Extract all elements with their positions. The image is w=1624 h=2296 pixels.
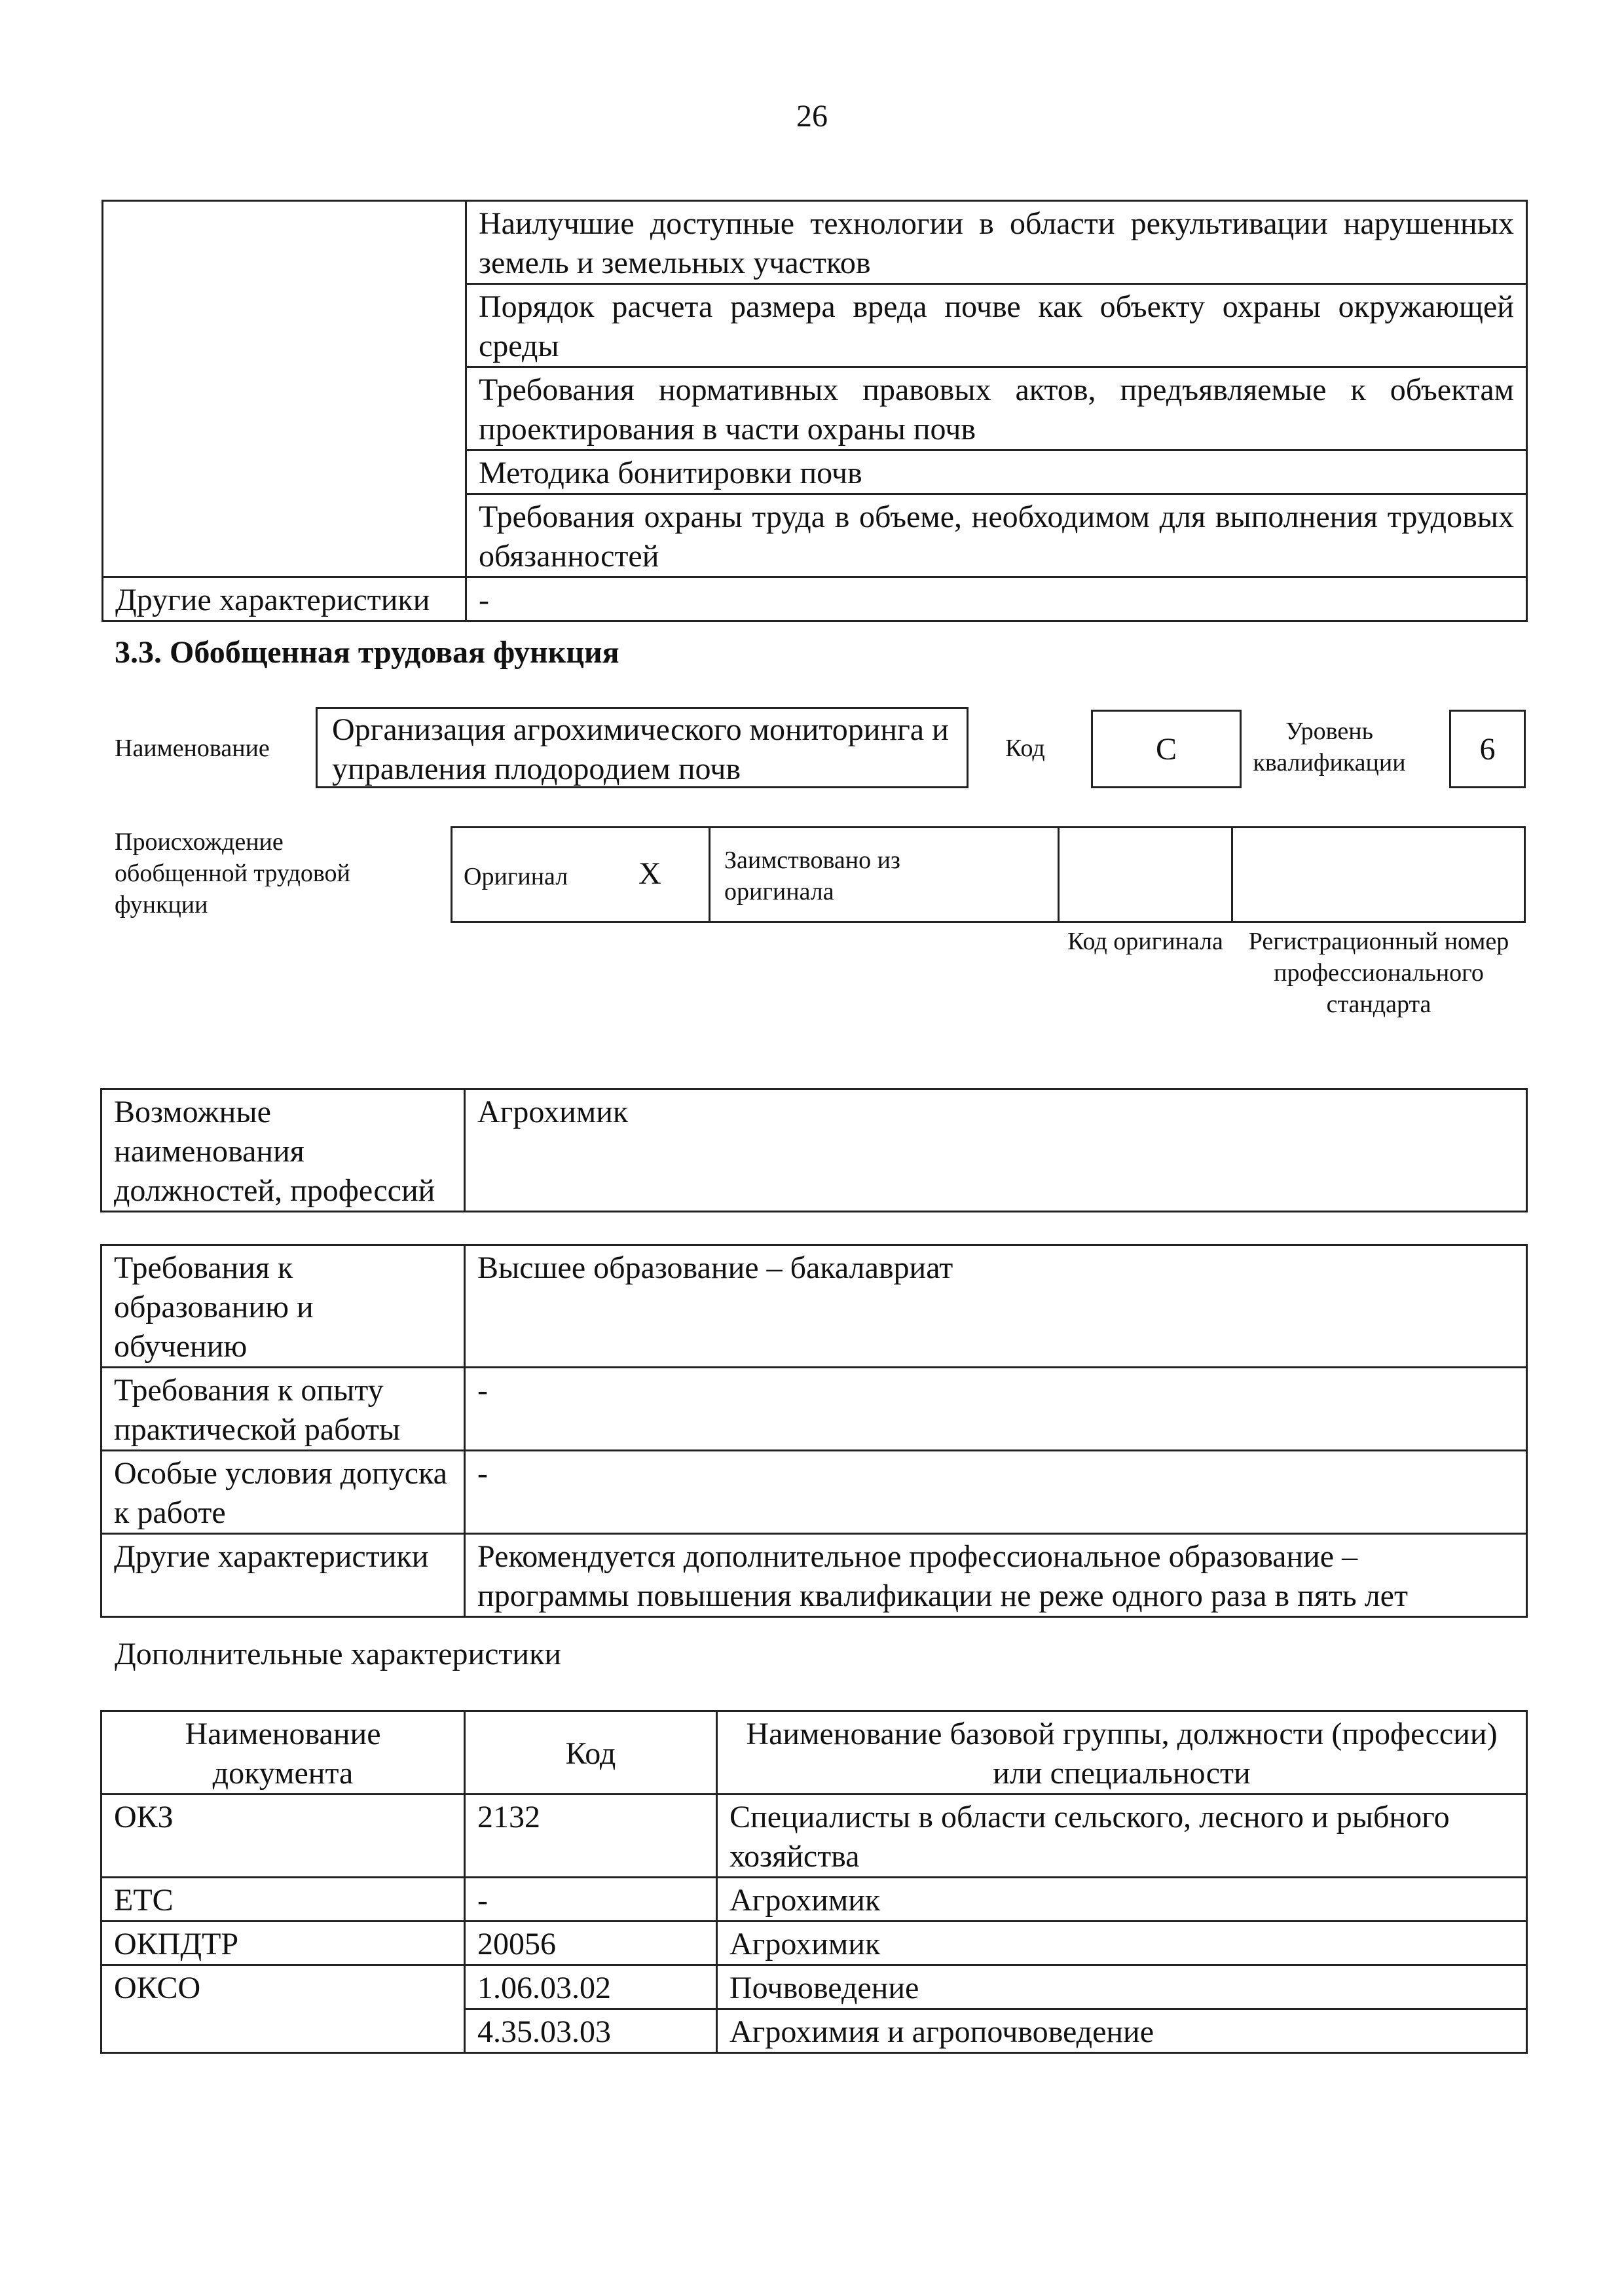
name-value: Организация агрохимического мониторинга и управления плодородием почв bbox=[316, 707, 969, 788]
original-mark: X bbox=[638, 856, 661, 891]
header-cell: Код bbox=[465, 1711, 717, 1795]
doc-cell: ОКСО bbox=[101, 1965, 465, 2053]
section-title: 3.3. Обобщенная трудовая функция bbox=[115, 635, 619, 670]
code-cell: 20056 bbox=[465, 1922, 717, 1965]
code-cell: 4.35.03.03 bbox=[465, 2009, 717, 2053]
positions-table bbox=[100, 1088, 1528, 1212]
knowledge-item: Требования охраны труда в объеме, необходимом для выполнения трудовых обязанностей bbox=[466, 494, 1527, 577]
positions-label: Возможные наименования должностей, профессий bbox=[101, 1089, 465, 1212]
header-cell: Наименование документа bbox=[101, 1711, 465, 1795]
knowledge-table bbox=[101, 200, 1528, 622]
level-value: 6 bbox=[1449, 710, 1526, 788]
knowledge-item: Методика бонитировки почв bbox=[466, 450, 1527, 494]
knowledge-item: Требования нормативных правовых актов, предъявляемые к объектам проектирования в части охраны почв bbox=[466, 367, 1527, 450]
code-cell: 2132 bbox=[465, 1795, 717, 1878]
name-cell: Агрохимия и агропочвоведение bbox=[717, 2009, 1527, 2053]
code-value: C bbox=[1091, 710, 1242, 788]
code-label: Код bbox=[1005, 735, 1045, 762]
name-label: Наименование bbox=[115, 735, 270, 762]
name-cell: Специалисты в области сельского, лесного и рыбного хозяйства bbox=[717, 1795, 1527, 1878]
code-cell: - bbox=[465, 1878, 717, 1922]
other-label: Другие характеристики bbox=[103, 577, 466, 621]
req-label: Другие характеристики bbox=[101, 1534, 465, 1617]
knowledge-item: Наилучшие доступные технологии в области рекультивации нарушенных земель и земельных участков bbox=[466, 201, 1527, 284]
name-cell: Почвоведение bbox=[717, 1965, 1527, 2009]
code-cell: 1.06.03.02 bbox=[465, 1965, 717, 2009]
req-label: Требования к опыту практической работы bbox=[101, 1368, 465, 1451]
req-label: Требования к образованию и обучению bbox=[101, 1245, 465, 1368]
req-value: Рекомендуется дополнительное профессиональное образование – программы повышения квалификации не реже одного раза в пять лет bbox=[465, 1534, 1527, 1617]
name-cell: Агрохимик bbox=[717, 1922, 1527, 1965]
positions-value: Агрохимик bbox=[465, 1089, 1527, 1212]
code-caption: Код оригинала bbox=[1067, 928, 1223, 955]
other-value: - bbox=[466, 577, 1527, 621]
name-cell: Агрохимик bbox=[717, 1878, 1527, 1922]
page-number: 26 bbox=[796, 99, 828, 134]
additional-title: Дополнительные характеристики bbox=[115, 1637, 562, 1671]
doc-cell: ОКЗ bbox=[101, 1795, 465, 1878]
requirements-table bbox=[100, 1244, 1528, 1618]
additional-table bbox=[100, 1710, 1528, 2054]
req-value: Высшее образование – бакалавриат bbox=[465, 1245, 1527, 1368]
req-value: - bbox=[465, 1451, 1527, 1534]
knowledge-label-cell bbox=[103, 201, 466, 577]
reg-caption: Регистрационный номер профессионального стандарта bbox=[1248, 928, 1509, 1018]
knowledge-item: Порядок расчета размера вреда почве как объекту охраны окружающей среды bbox=[466, 284, 1527, 367]
req-value: - bbox=[465, 1368, 1527, 1451]
header-cell: Наименование базовой группы, должности (профессии) или специальности bbox=[717, 1711, 1527, 1795]
borrowed-label: Заимствовано из оригинала bbox=[724, 847, 900, 905]
origin-label: Происхождение обобщенной трудовой функции bbox=[115, 828, 350, 919]
doc-cell: ЕТС bbox=[101, 1878, 465, 1922]
level-label: Уровень квалификации bbox=[1253, 718, 1406, 776]
req-label: Особые условия допуска к работе bbox=[101, 1451, 465, 1534]
original-label: Оригинал bbox=[464, 863, 568, 890]
doc-cell: ОКПДТР bbox=[101, 1922, 465, 1965]
